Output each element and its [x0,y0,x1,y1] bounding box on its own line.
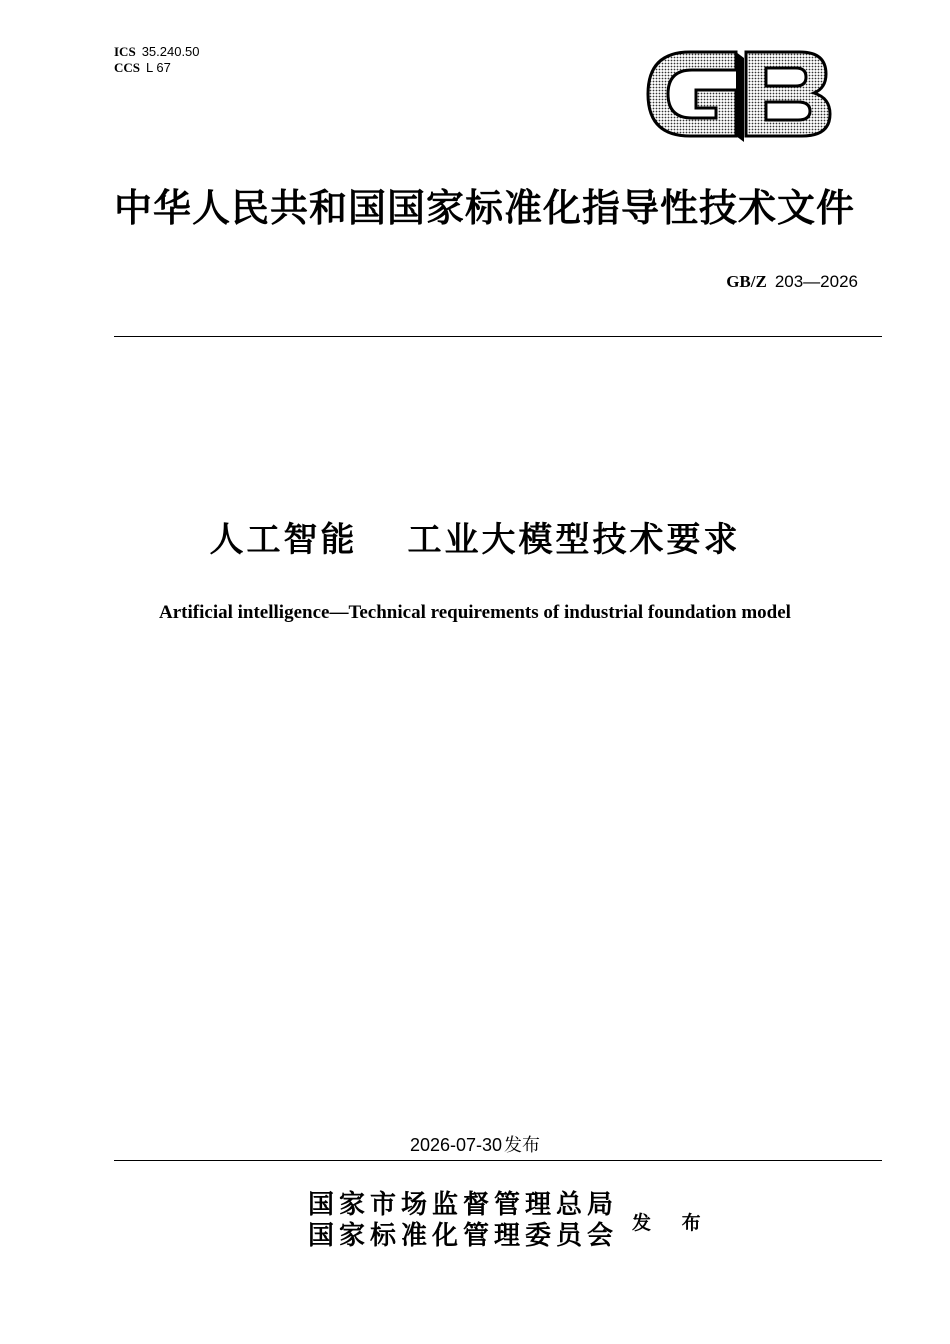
ccs-value: L 67 [146,60,171,75]
title-chinese-part1: 人工智能 [209,520,358,560]
issuer-samr: 国家市场监督管理总局 [308,1190,619,1220]
classification-codes [114,44,200,76]
ics-value: 35.240.50 [141,44,200,59]
title-chinese [0,518,950,562]
document-type-heading: 中华人民共和国国家标准化指导性技术文件 [114,186,856,230]
issue-label: 发 布 [632,1212,713,1234]
standard-code: GB/Z [726,272,767,291]
ccs-label: CCS [114,60,141,75]
publication-date [0,1131,950,1157]
publication-date-label: 发布 [504,1135,541,1156]
issuer-sac: 国家标准化管理委员会 [308,1221,619,1251]
top-divider [114,336,882,337]
standard-number [726,272,858,292]
publication-date-value: 2026-07-30 [409,1135,503,1155]
standard-number-value: 203—2026 [774,272,858,291]
b-letter-shape [746,52,830,136]
g-shadow [736,52,744,142]
title-english: Artificial intelligence—Technical requirements of industrial foundation model [159,602,791,623]
ics-label: ICS [114,44,136,59]
ics-row [114,44,200,60]
title-chinese-part2: 工业大模型技术要求 [407,520,741,560]
gb-logo [640,44,836,144]
ccs-row [114,60,200,76]
bottom-divider [114,1160,882,1161]
g-letter-shape [648,52,736,136]
issuing-authorities [308,1190,618,1252]
